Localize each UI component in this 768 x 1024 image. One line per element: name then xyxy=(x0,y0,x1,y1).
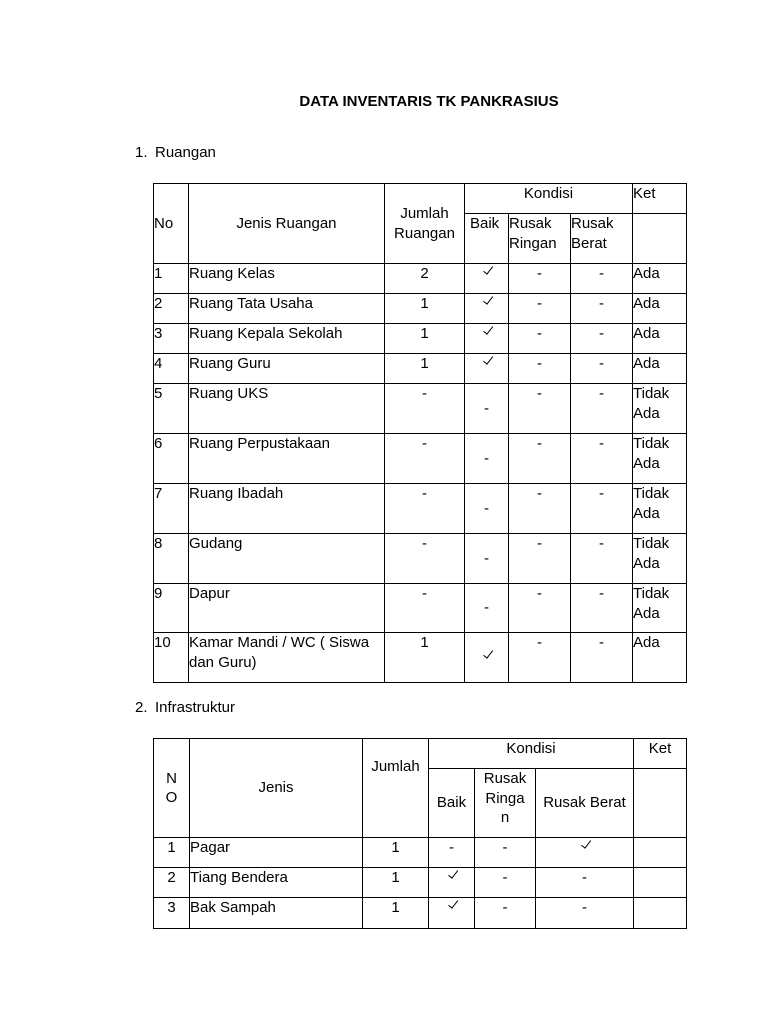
cell-jumlah: - xyxy=(385,384,465,434)
cell-rusak-ringan: - xyxy=(509,294,571,324)
section-title: Ruangan xyxy=(155,144,216,161)
table-row xyxy=(154,324,687,354)
header-jumlah-line2: Ruangan xyxy=(394,224,455,242)
cell-ket xyxy=(634,898,687,929)
header-no: No xyxy=(154,184,189,264)
cell-ket: Ada xyxy=(633,294,687,324)
infrastruktur-table xyxy=(153,738,687,929)
cell-no: 8 xyxy=(154,534,189,584)
cell-jenis: Ruang Perpustakaan xyxy=(189,434,385,484)
cell-rusak-berat: - xyxy=(571,384,633,434)
header-ket-empty xyxy=(633,214,687,264)
cell-rusak-ringan: - xyxy=(475,898,536,929)
cell-ket-line2: Ada xyxy=(633,554,660,572)
cell-baik: - xyxy=(465,434,509,484)
cell-rusak-ringan: - xyxy=(475,838,536,868)
cell-ket xyxy=(634,868,687,898)
cell-ket xyxy=(633,484,687,534)
cell-jenis-line1: Kamar Mandi / WC ( Siswa xyxy=(189,634,370,651)
cell-rusak-berat: - xyxy=(571,584,633,633)
cell-baik xyxy=(429,868,475,898)
section-title: Infrastruktur xyxy=(155,699,236,716)
header-jenis: Jenis xyxy=(190,739,363,838)
cell-ket: Ada xyxy=(633,264,687,294)
cell-ket xyxy=(633,434,687,484)
cell-jumlah: 1 xyxy=(385,324,465,354)
cell-jenis: Ruang Guru xyxy=(189,354,385,384)
header-rusak-ringan-line1: Rusak xyxy=(483,770,527,787)
cell-baik xyxy=(465,294,509,324)
cell-jumlah: - xyxy=(385,584,465,633)
header-ket-empty xyxy=(634,769,687,838)
header-rusak-ringan-line2: Ringan xyxy=(509,234,557,252)
table-row xyxy=(154,898,687,929)
cell-rusak-berat: - xyxy=(571,633,633,683)
header-rusak-ringan-line2: Ringa xyxy=(485,789,525,807)
header-rusak-ringan-line3: n xyxy=(500,809,510,826)
cell-rusak-ringan: - xyxy=(509,584,571,633)
cell-baik: - xyxy=(465,584,509,633)
cell-ket: Ada xyxy=(633,354,687,384)
table-row xyxy=(154,534,687,584)
cell-rusak-ringan: - xyxy=(509,384,571,434)
cell-jenis-line2: dan Guru) xyxy=(189,653,257,671)
cell-jumlah: - xyxy=(385,484,465,534)
cell-no: 3 xyxy=(154,324,189,354)
cell-jenis: Bak Sampah xyxy=(190,898,363,929)
cell-ket-line2: Ada xyxy=(633,604,660,622)
table-row xyxy=(154,584,687,633)
table-row xyxy=(154,484,687,534)
cell-ket-line1: Tidak xyxy=(633,435,670,452)
cell-rusak-berat: - xyxy=(571,434,633,484)
cell-no: 7 xyxy=(154,484,189,534)
cell-rusak-ringan: - xyxy=(509,324,571,354)
cell-no: 3 xyxy=(154,898,190,929)
cell-rusak-berat: - xyxy=(536,868,634,898)
cell-rusak-berat: - xyxy=(571,484,633,534)
header-kondisi: Kondisi xyxy=(429,739,634,769)
header-ket: Ket xyxy=(634,739,687,769)
check-icon xyxy=(483,354,493,365)
header-rusak-ringan xyxy=(509,214,571,264)
cell-ket-line2: Ada xyxy=(633,504,660,522)
check-icon xyxy=(581,838,591,849)
cell-rusak-berat: - xyxy=(536,898,634,929)
section-number: 2. xyxy=(135,699,148,716)
header-jumlah-line1: Jumlah xyxy=(400,205,449,222)
cell-jenis: Ruang Kelas xyxy=(189,264,385,294)
table-row xyxy=(154,434,687,484)
cell-ket xyxy=(633,584,687,633)
header-rusak-berat-line2: Berat xyxy=(571,234,607,252)
cell-ket-line1: Tidak xyxy=(633,385,670,402)
cell-rusak-ringan: - xyxy=(475,868,536,898)
cell-baik xyxy=(465,633,509,683)
table-row xyxy=(154,633,687,683)
cell-jenis: Dapur xyxy=(189,584,385,633)
cell-baik xyxy=(465,324,509,354)
cell-baik: - xyxy=(465,534,509,584)
header-baik: Baik xyxy=(429,769,475,838)
header-kondisi: Kondisi xyxy=(465,184,633,214)
section-heading-infrastruktur xyxy=(135,699,235,716)
header-rusak-ringan xyxy=(475,769,536,838)
header-no xyxy=(154,739,190,838)
table-row xyxy=(154,838,687,868)
cell-rusak-ringan: - xyxy=(509,484,571,534)
section-heading-ruangan xyxy=(135,144,216,161)
cell-jenis: Ruang Kepala Sekolah xyxy=(189,324,385,354)
cell-rusak-ringan: - xyxy=(509,354,571,384)
table-header-row xyxy=(154,739,687,769)
cell-rusak-berat: - xyxy=(571,294,633,324)
cell-ket-line1: Tidak xyxy=(633,585,670,602)
cell-rusak-ringan: - xyxy=(509,534,571,584)
header-no-line2: O xyxy=(165,789,178,806)
header-jumlah: Jumlah xyxy=(363,739,429,838)
check-icon xyxy=(483,294,493,305)
table-row xyxy=(154,294,687,324)
cell-jumlah: 1 xyxy=(363,868,429,898)
cell-jumlah: 1 xyxy=(363,838,429,868)
cell-baik xyxy=(465,264,509,294)
cell-rusak-ringan: - xyxy=(509,434,571,484)
cell-baik: - xyxy=(429,838,475,868)
check-icon xyxy=(483,264,493,275)
table-row xyxy=(154,264,687,294)
check-icon xyxy=(483,324,493,335)
check-icon xyxy=(448,898,458,909)
header-rusak-berat: Rusak Berat xyxy=(536,769,634,838)
cell-baik xyxy=(429,898,475,929)
cell-rusak-berat: - xyxy=(571,534,633,584)
cell-ket xyxy=(634,838,687,868)
cell-ket: Ada xyxy=(633,633,687,683)
cell-jenis: Pagar xyxy=(190,838,363,868)
cell-ket-line2: Ada xyxy=(633,404,660,422)
cell-ket xyxy=(633,534,687,584)
cell-rusak-ringan: - xyxy=(509,633,571,683)
cell-jumlah: 1 xyxy=(385,633,465,683)
cell-jumlah: 1 xyxy=(385,294,465,324)
cell-jenis xyxy=(189,633,385,683)
cell-ket-line1: Tidak xyxy=(633,535,670,552)
cell-baik: - xyxy=(465,384,509,434)
cell-baik xyxy=(465,354,509,384)
cell-jenis: Tiang Bendera xyxy=(190,868,363,898)
cell-rusak-berat: - xyxy=(571,264,633,294)
header-ket: Ket xyxy=(633,184,687,214)
document-title: DATA INVENTARIS TK PANKRASIUS xyxy=(299,93,559,110)
table-row xyxy=(154,868,687,898)
header-rusak-berat xyxy=(571,214,633,264)
cell-no: 1 xyxy=(154,264,189,294)
cell-ket xyxy=(633,384,687,434)
cell-jenis: Ruang UKS xyxy=(189,384,385,434)
cell-jenis: Gudang xyxy=(189,534,385,584)
cell-jumlah: 1 xyxy=(385,354,465,384)
cell-rusak-berat xyxy=(536,838,634,868)
cell-jenis: Ruang Tata Usaha xyxy=(189,294,385,324)
table-header-row xyxy=(154,184,687,214)
cell-jumlah: 1 xyxy=(363,898,429,929)
cell-no: 1 xyxy=(154,838,190,868)
cell-rusak-ringan: - xyxy=(509,264,571,294)
header-no-line1: N xyxy=(166,769,177,787)
header-rusak-ringan-line1: Rusak xyxy=(509,215,552,232)
header-rusak-berat-line1: Rusak xyxy=(571,215,614,232)
header-jenis-ruangan: Jenis Ruangan xyxy=(189,184,385,264)
cell-no: 6 xyxy=(154,434,189,484)
cell-jumlah: 2 xyxy=(385,264,465,294)
ruangan-table xyxy=(153,183,687,683)
cell-ket-line1: Tidak xyxy=(633,485,670,502)
section-number: 1. xyxy=(135,144,148,161)
cell-ket: Ada xyxy=(633,324,687,354)
cell-no: 4 xyxy=(154,354,189,384)
header-jumlah-ruangan xyxy=(385,184,465,264)
table-row xyxy=(154,384,687,434)
cell-jumlah: - xyxy=(385,434,465,484)
check-icon xyxy=(483,648,493,659)
cell-rusak-berat: - xyxy=(571,324,633,354)
cell-no: 5 xyxy=(154,384,189,434)
cell-baik: - xyxy=(465,484,509,534)
cell-jenis: Ruang Ibadah xyxy=(189,484,385,534)
cell-ket-line2: Ada xyxy=(633,454,660,472)
header-baik: Baik xyxy=(465,214,509,264)
cell-jumlah: - xyxy=(385,534,465,584)
cell-no: 9 xyxy=(154,584,189,633)
cell-no: 10 xyxy=(154,633,189,683)
cell-no: 2 xyxy=(154,294,189,324)
cell-rusak-berat: - xyxy=(571,354,633,384)
cell-no: 2 xyxy=(154,868,190,898)
check-icon xyxy=(448,868,458,879)
table-row xyxy=(154,354,687,384)
